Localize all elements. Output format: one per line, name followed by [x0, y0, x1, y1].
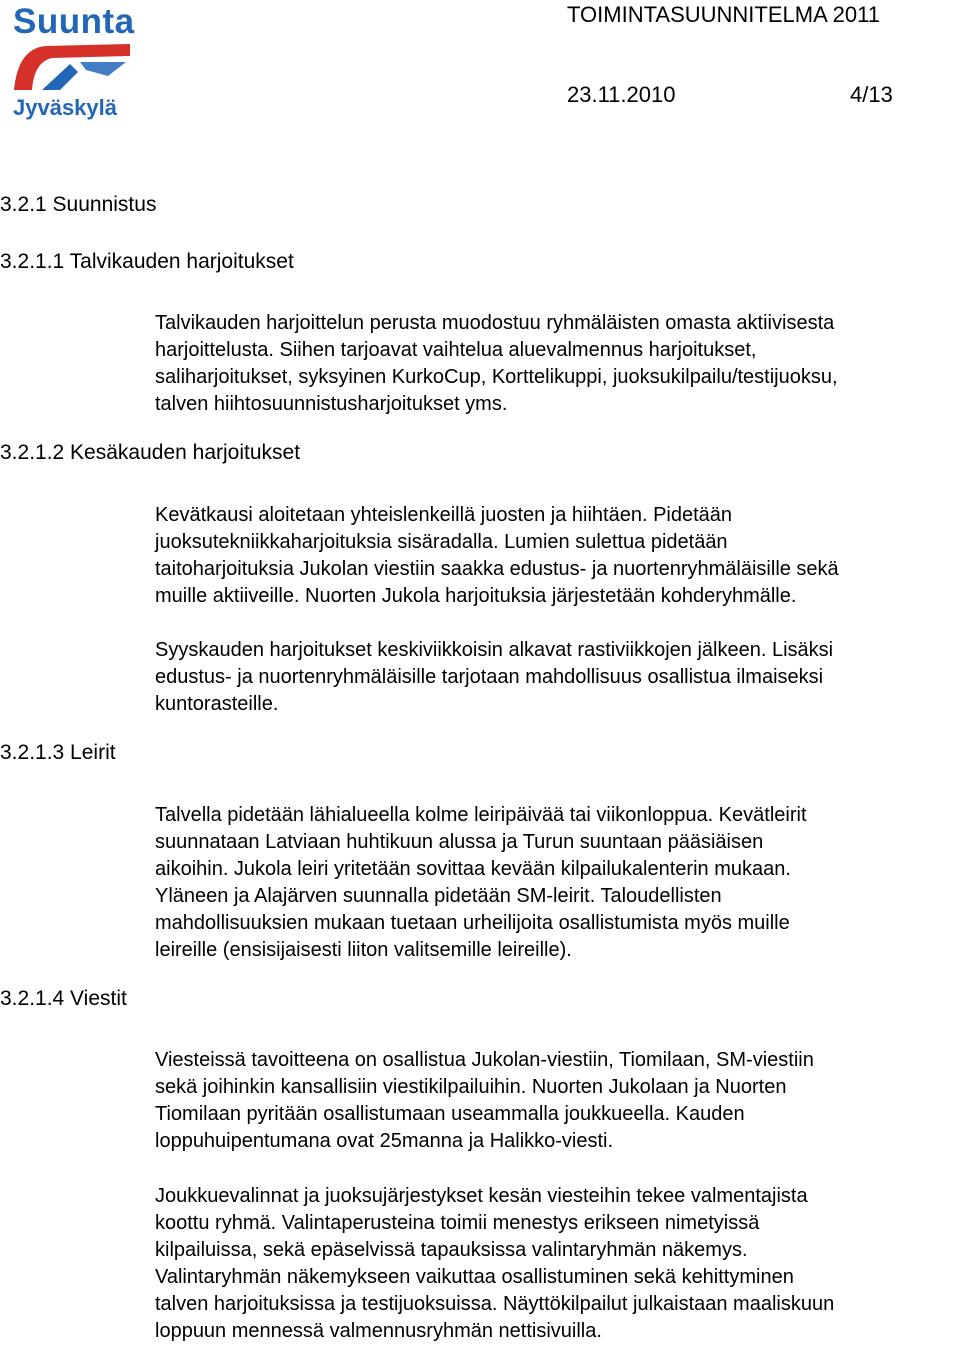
- text-line: Joukkuevalinnat ja juoksujärjestykset kesän viesteihin tekee valmentajista: [155, 1185, 808, 1207]
- document-title: TOIMINTASUUNNITELMA 2011: [567, 2, 880, 27]
- text-line: harjoittelusta. Siihen tarjoavat vaihtelua aluevalmennus harjoitukset,: [155, 339, 757, 361]
- text-line: saliharjoitukset, syksyinen KurkoCup, Korttelikuppi, juoksukilpailu/testijuoksu,: [155, 366, 838, 388]
- logo-swoosh-icon: [8, 40, 138, 96]
- text-line: juoksutekniikkaharjoituksia sisäradalla. Lumien sulettua pidetään: [155, 531, 728, 553]
- document-date: 23.11.2010: [567, 82, 676, 107]
- text-line: Yläneen ja Alajärven suunnalla pidetään SM-leirit. Taloudellisten: [155, 885, 722, 907]
- text-line: taitoharjoituksia Jukolan viestiin saakka edustus- ja nuortenryhmäläisille sekä: [155, 558, 839, 580]
- paragraph-talvikausi: [155, 310, 960, 418]
- text-line: talven harjoituksissa ja testijuoksuissa. Näyttökilpailut julkaistaan maaliskuun: [155, 1293, 835, 1315]
- heading-3-2-1-3: 3.2.1.3 Leirit: [0, 741, 116, 764]
- text-line: Talvella pidetään lähialueella kolme leiripäivää tai viikonloppua. Kevätleirit: [155, 804, 807, 826]
- logo-text-jyvaskyla: Jyväskylä: [13, 95, 117, 120]
- text-line: aikoihin. Jukola leiri yritetään sovittaa kevään kilpailukalenterin mukaan.: [155, 858, 791, 880]
- paragraph-kesakausi-kevat: [155, 502, 960, 610]
- heading-3-2-1-2: 3.2.1.2 Kesäkauden harjoitukset: [0, 441, 301, 464]
- text-line: Tiomilaan pyritään osallistumaan useammalla joukkueella. Kauden: [155, 1103, 745, 1125]
- paragraph-viestit-tavoitteet: [155, 1047, 960, 1155]
- text-line: Viesteissä tavoitteena on osallistua Jukolan-viestiin, Tiomilaan, SM-viestiin: [155, 1049, 814, 1071]
- paragraph-viestit-joukkuevalinnat: [155, 1183, 960, 1345]
- text-line: koottu ryhmä. Valintaperusteina toimii menestys erikseen nimetyissä: [155, 1212, 760, 1234]
- heading-3-2-1: 3.2.1 Suunnistus: [0, 193, 157, 216]
- text-line: suunnataan Latviaan huhtikuun alussa ja Turun suuntaan pääsiäisen: [155, 831, 764, 853]
- text-line: kuntorasteille.: [155, 693, 279, 715]
- heading-3-2-1-1: 3.2.1.1 Talvikauden harjoitukset: [0, 250, 294, 273]
- page-number: 4/13: [850, 82, 893, 107]
- text-line: talven hiihtosuunnistusharjoitukset yms.: [155, 393, 508, 415]
- text-line: loppuhuipentumana ovat 25manna ja Halikko-viesti.: [155, 1130, 614, 1152]
- heading-3-2-1-4: 3.2.1.4 Viestit: [0, 987, 127, 1010]
- text-line: edustus- ja nuortenryhmäläisille tarjotaan mahdollisuus osallistua ilmaiseksi: [155, 666, 824, 688]
- text-line: Talvikauden harjoittelun perusta muodostuu ryhmäläisten omasta aktiivisesta: [155, 312, 835, 334]
- logo-text-suunta: Suunta: [13, 2, 135, 41]
- text-line: Syyskauden harjoitukset keskiviikkoisin alkavat rastiviikkojen jälkeen. Lisäksi: [155, 639, 834, 661]
- text-line: sekä joihinkin kansallisiin viestikilpailuihin. Nuorten Jukolaan ja Nuorten: [155, 1076, 787, 1098]
- text-line: muille aktiiveille. Nuorten Jukola harjoituksia järjestetään kohderyhmälle.: [155, 585, 797, 607]
- text-line: loppuun mennessä valmennusryhmän nettisivuilla.: [155, 1320, 602, 1342]
- suunta-jyvaskyla-logo: [8, 2, 138, 124]
- paragraph-leirit: [155, 802, 960, 964]
- text-line: kilpailuissa, sekä epäselvissä tapauksissa valintaryhmän näkemys.: [155, 1239, 748, 1261]
- text-line: leireille (ensisijaisesti liiton valitsemille leireille).: [155, 939, 572, 961]
- text-line: Kevätkausi aloitetaan yhteislenkeillä juosten ja hiihtäen. Pidetään: [155, 504, 733, 526]
- paragraph-kesakausi-syys: [155, 637, 960, 718]
- text-line: mahdollisuuksien mukaan tuetaan urheilijoita osallistumista myös muille: [155, 912, 790, 934]
- text-line: Valintaryhmän näkemykseen vaikuttaa osallistuminen sekä kehittyminen: [155, 1266, 794, 1288]
